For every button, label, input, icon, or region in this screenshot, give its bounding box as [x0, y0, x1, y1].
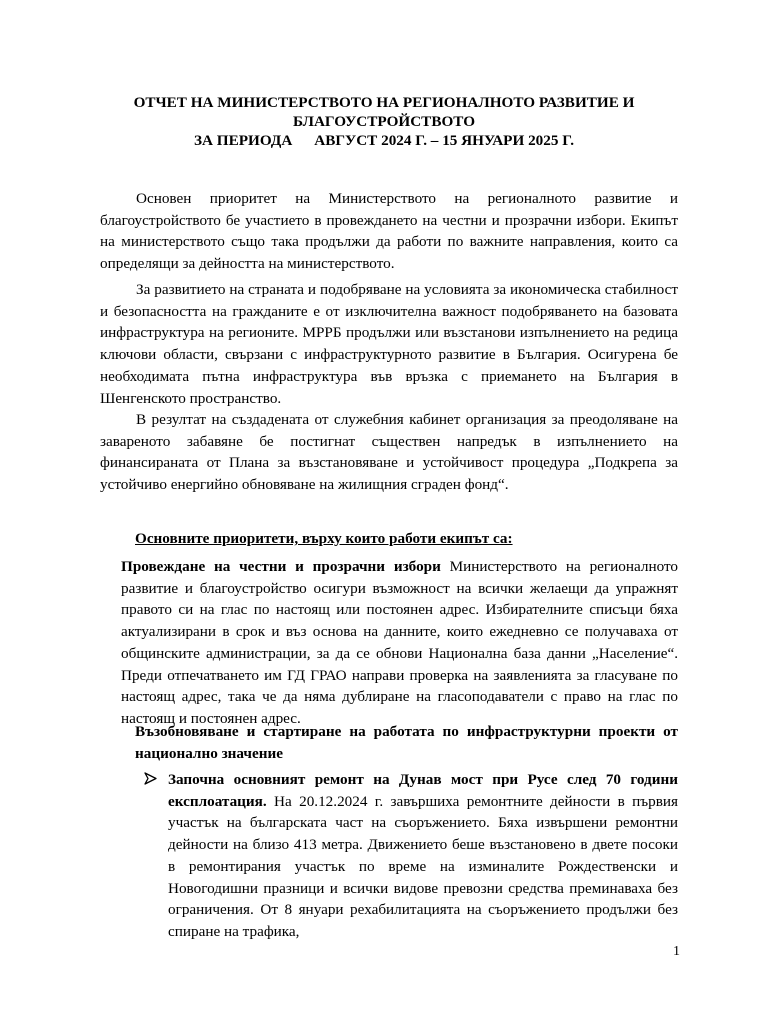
period-range: АВГУСТ 2024 Г. – 15 ЯНУАРИ 2025 Г.: [314, 132, 574, 149]
priorities-heading: Основните приоритети, върху които работи екипът са:: [135, 530, 513, 547]
arrowhead-bullet-icon: [144, 771, 157, 789]
bullet-text: [168, 769, 678, 943]
title-line-1: ОТЧЕТ НА МИНИСТЕРСТВОТО НА РЕГИОНАЛНОТО РАЗВИТИЕ И: [133, 94, 635, 111]
bullet-item: [144, 769, 678, 943]
bullet-body: На 20.12.2024 г. завършиха ремонтните дейности в първия участък на българската част на съоръжението. Бяха извършени ремонтни дейности на близо 413 метра. Движението беше възстановено в двете посоки в ремонтирания участък по време на изминалите Рождественски и Новогодишни празници и всички видове превозни средства преминаваха без ограничения. От 8 януари рехабилитацията на съоръжението продължи без спиране на трафика,: [168, 792, 678, 940]
elections-text: Министерството на регионалното развитие и благоустройство осигури възможност на всички желаещи да упражнят правото си на глас по настоящ или постоянен адрес. Избирателните списъци бяха актуализирани в срок и въз основа на данните, които ежедневно се получаваха от общинските администрации, за да се обнови Национална база данни „Население“. Преди отпечатването им ГД ГРАО направи проверка на заявленията за гласуване по настоящ адрес, така че да няма дублиране на гласоподаватели с право на глас по настоящ и постоянен адрес.: [121, 558, 678, 727]
infrastructure-heading: Възобновяване и стартиране на работата по инфраструктурни проекти от национално значение: [135, 723, 678, 762]
title-period: [100, 131, 668, 150]
period-label: ЗА ПЕРИОДА: [194, 132, 293, 149]
elections-section: [121, 556, 678, 730]
elections-lead: Провеждане на честни и прозрачни избори: [121, 558, 441, 575]
title-line-2: БЛАГОУСТРОЙСТВОТО: [292, 113, 476, 130]
page-number: 1: [673, 944, 680, 959]
paragraph-infrastructure: За развитието на страната и подобряване на условията за икономическа стабилност и безопасността на гражданите е от изключителна важност подобряването на базовата инфраструктура на регионите. МРРБ продължи или възстанови изпълнението на редица ключови области, свързани с инфраструктурното развитие в България. Осигурена бе необходимата пътна инфраструктура във връзка с приемането на България в Шенгенското пространство.: [100, 281, 678, 407]
paragraph-results: В резултат на създадената от служебния кабинет организация за преодоляване на завареното забавяне бе постигнат съществен напредък в изпълнението на финансираната от Плана за възстановяване и устойчивост процедура „Подкрепа за устойчиво енергийно обновяване на жилищния сграден фонд“.: [100, 411, 678, 494]
bullet-lead: Започна основният ремонт на Дунав мост при Русе след 70 години експлоатация.: [168, 771, 678, 810]
report-title: [100, 93, 668, 150]
paragraph-intro: Основен приоритет на Министерството на регионалното развитие и благоустройството бе участието в провеждането на честни и прозрачни избори. Екипът на министерството също така продължи да работи по важните направления, които са определящи за дейността на министерството.: [100, 190, 678, 273]
